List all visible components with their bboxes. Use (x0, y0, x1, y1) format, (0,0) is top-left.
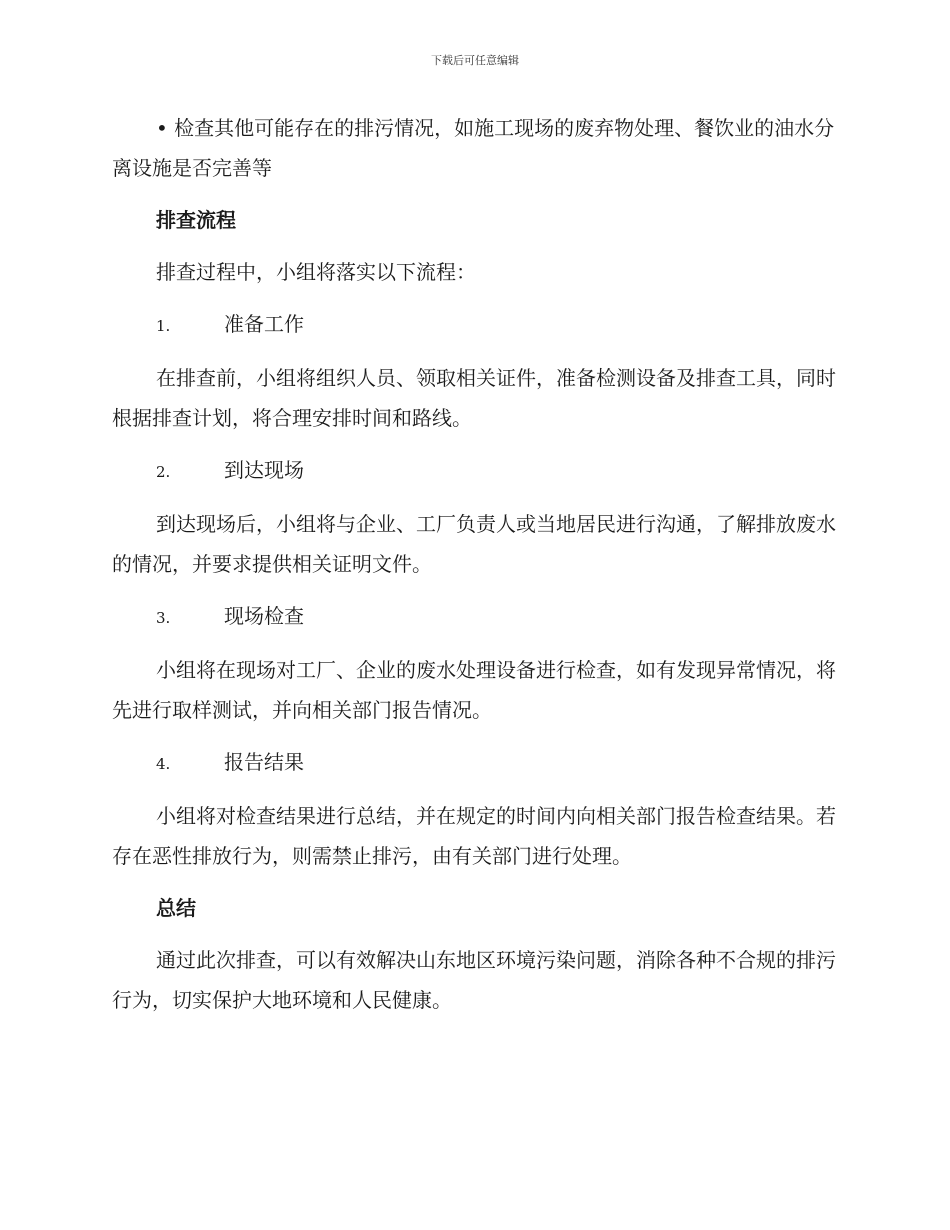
list-item (112, 596, 838, 638)
document-body (112, 108, 838, 1020)
list-number: 4. (156, 755, 171, 773)
paragraph: 排查过程中，小组将落实以下流程： (156, 260, 476, 284)
paragraph: 到达现场后，小组将与企业、工厂负责人或当地居民进行沟通，了解排放废水的情况，并要求提供相关证明文件。 (112, 512, 836, 576)
list-item (112, 450, 838, 492)
list-number: 2. (156, 463, 171, 481)
section-heading-summary: 总结 (156, 896, 196, 920)
page-header: 下载后可任意编辑 (431, 54, 519, 67)
list-number: 3. (156, 609, 171, 627)
paragraph-bullet: • 检查其他可能存在的排污情况，如施工现场的废弃物处理、餐饮业的油水分离设施是否完善等 (112, 116, 835, 180)
paragraph: 在排查前，小组将组织人员、领取相关证件，准备检测设备及排查工具，同时根据排查计划，将合理安排时间和路线。 (112, 366, 836, 430)
paragraph: 小组将在现场对工厂、企业的废水处理设备进行检查，如有发现异常情况，将先进行取样测试，并向相关部门报告情况。 (112, 658, 836, 722)
list-item (112, 304, 838, 346)
list-item-title: 准备工作 (224, 312, 304, 336)
paragraph: 通过此次排查，可以有效解决山东地区环境污染问题，消除各种不合规的排污行为，切实保护大地环境和人民健康。 (112, 948, 836, 1012)
list-item-title: 报告结果 (224, 750, 304, 774)
paragraph: 小组将对检查结果进行总结，并在规定的时间内向相关部门报告检查结果。若存在恶性排放行为，则需禁止排污，由有关部门进行处理。 (112, 804, 836, 868)
section-heading-process: 排查流程 (156, 208, 236, 232)
list-item (112, 742, 838, 784)
list-item-title: 现场检查 (224, 604, 304, 628)
list-number: 1. (156, 317, 171, 335)
list-item-title: 到达现场 (224, 458, 304, 482)
